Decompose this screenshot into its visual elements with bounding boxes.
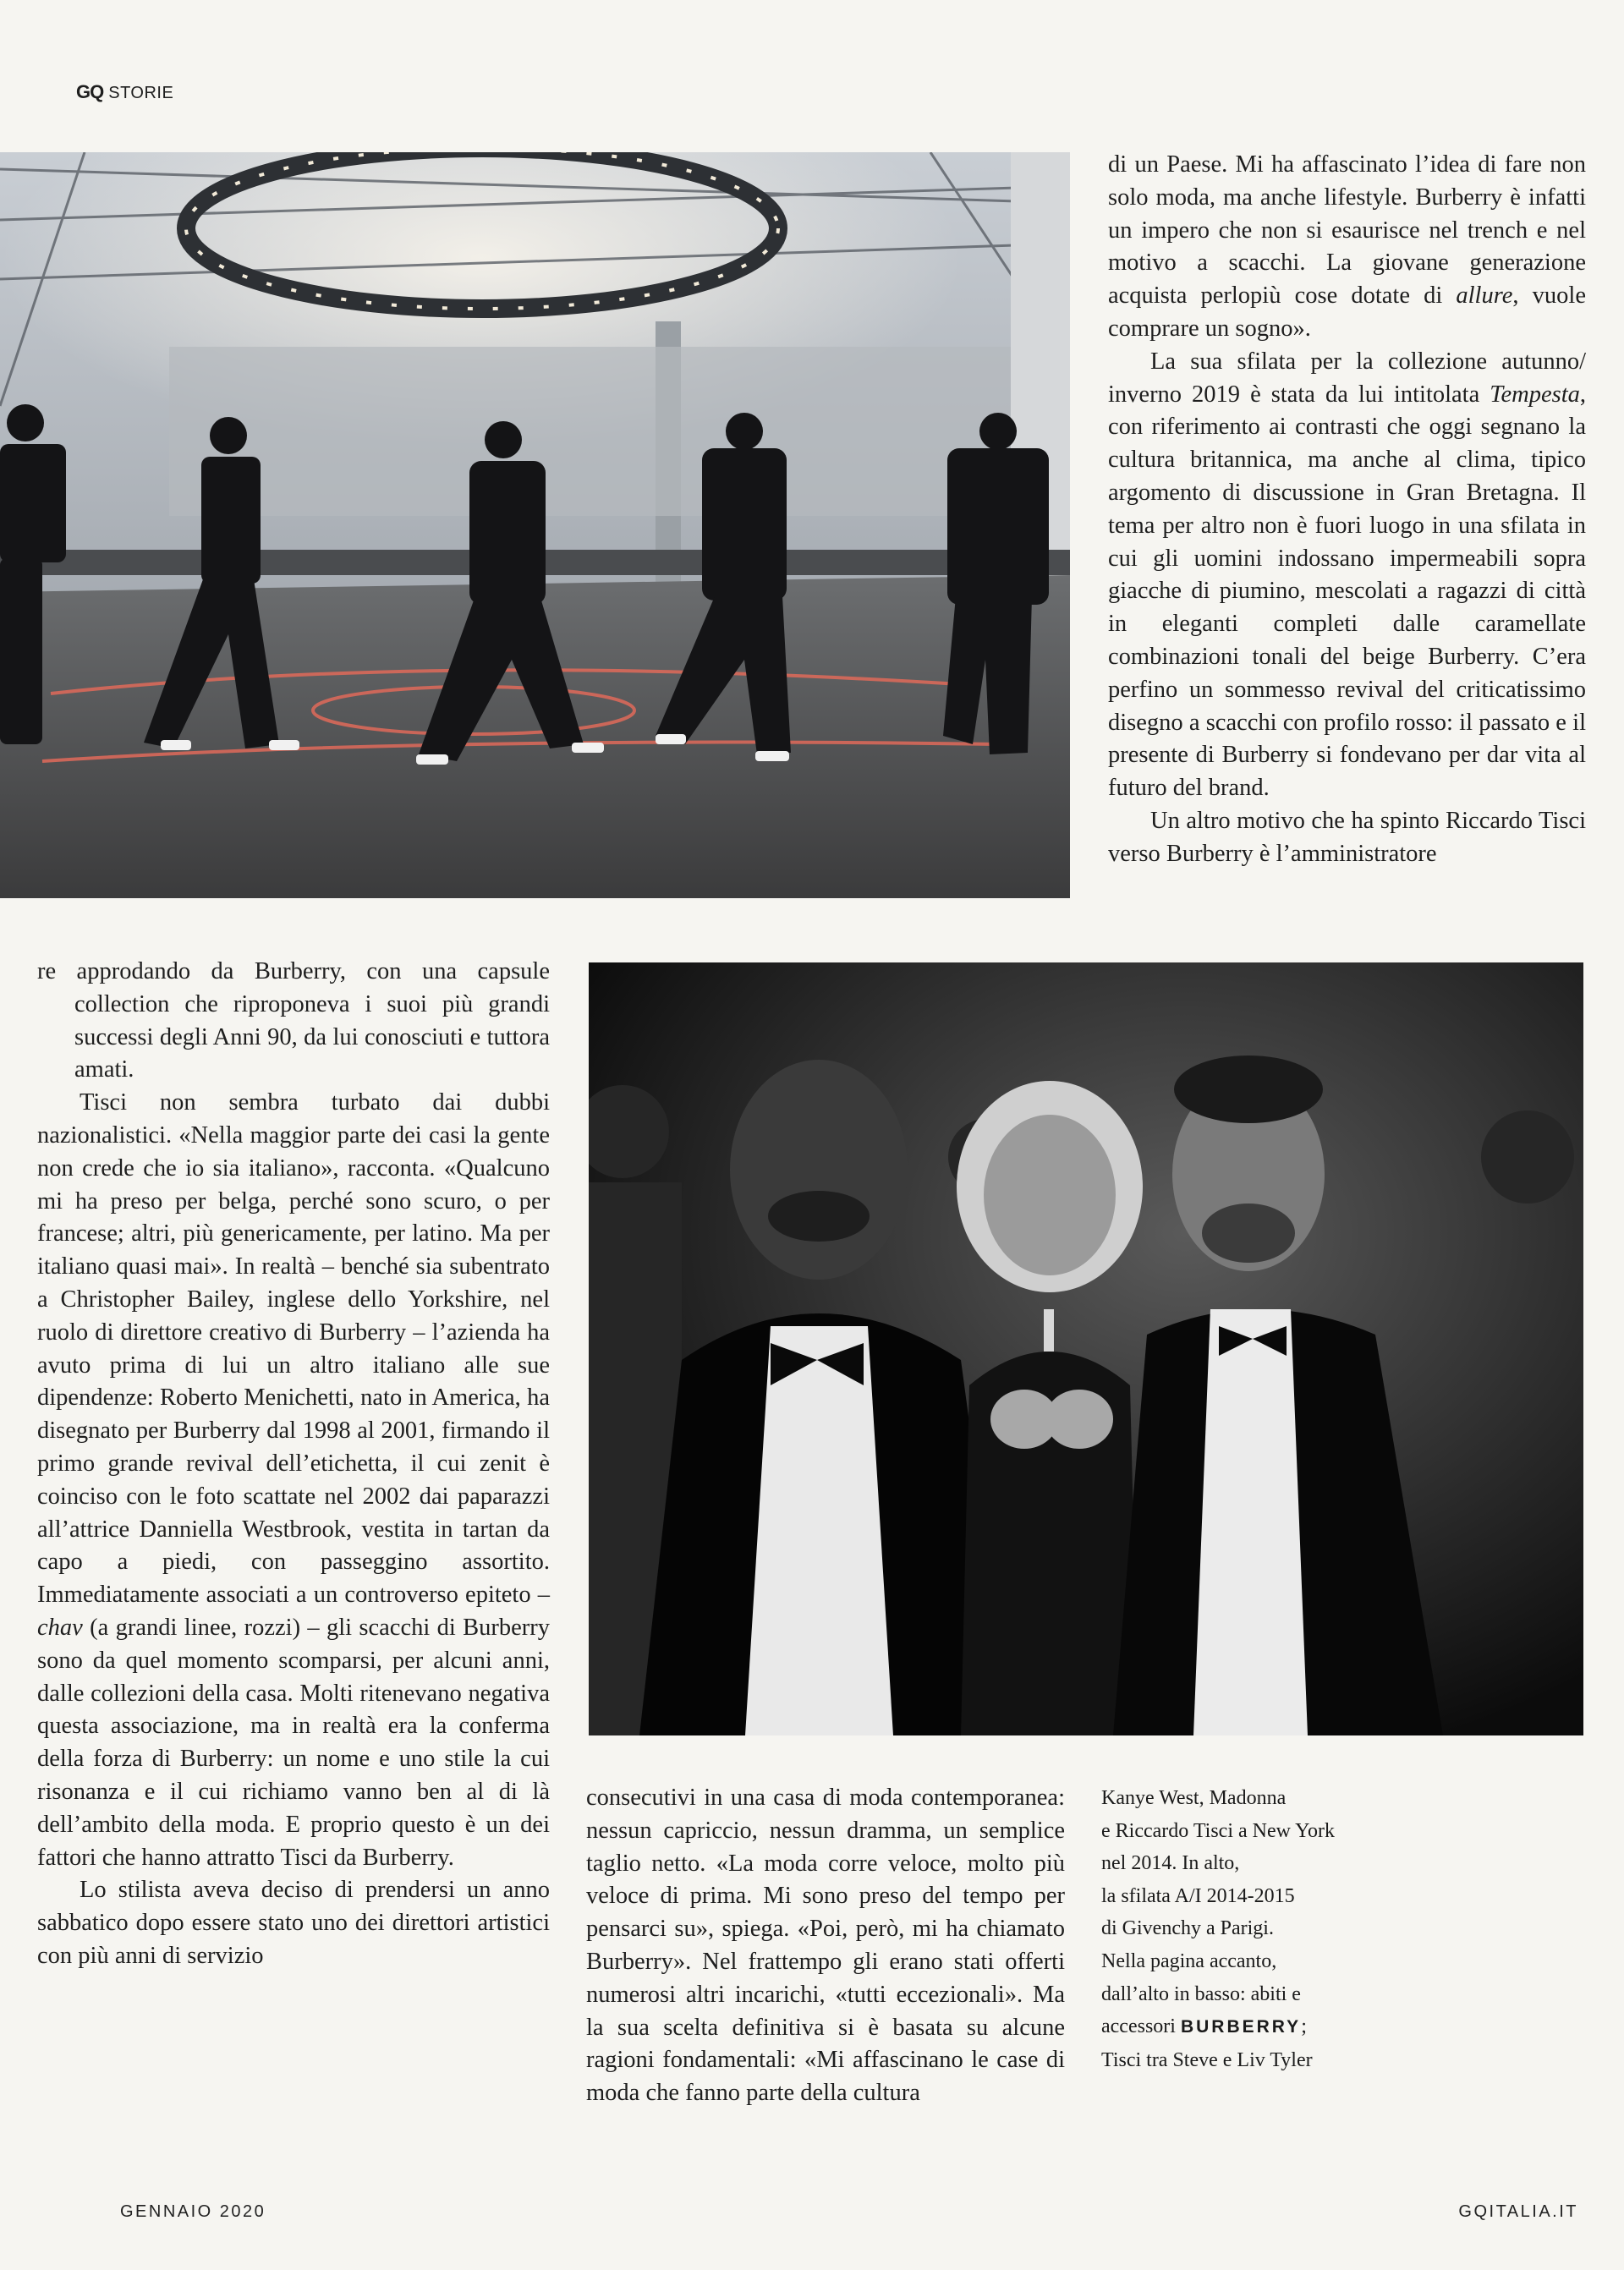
caption-line: Kanye West, Madonna	[1101, 1787, 1287, 1809]
section-label: STORIE	[108, 84, 174, 102]
magazine-header	[76, 81, 173, 103]
italic-word: allure	[1456, 282, 1513, 310]
article-column-right-top	[1108, 149, 1586, 871]
caption-line	[1101, 2010, 1406, 2044]
paragraph-text: re approdando da Burberry, con una capsule collection che riproponeva i suoi più grandi successi degli Anni 90, da lui conosciuti e tuttora amati.	[37, 958, 550, 1083]
paragraph-text: La sua sfilata per la collezione autunno/ inverno 2019 è stata da lui intitolata	[1108, 348, 1586, 408]
paragraph-text: Lo stilista aveva deciso di prendersi un anno sabbatico dopo essere stato uno dei direttori artistici con più anni di servizio	[37, 1877, 550, 1969]
caption-line: Tisci tra Steve e Liv Tyler	[1101, 2048, 1313, 2071]
paragraph-text: , con riferimento ai contrasti che oggi segnano la cultura britannica, ma anche al clima, tipico argomento di discussione in Gran Bretagna. Il tema per altro non è fuori luogo in una sfilata in cui gli uomini indossano impermeabili sopra giacche di piumino, mescolati a ragazzi di città in eleganti completi dalle caramellate combinazioni tonali del beige Burberry. C’era perfino un sommesso revival del criticatissimo disegno a scacchi con profilo rosso: il passato e il presente di Burberry si fondevano per dar vita al futuro del brand.	[1108, 381, 1586, 802]
person-middle	[957, 1081, 1143, 1735]
photo-caption	[1101, 1782, 1406, 2076]
website-url: GQITALIA.IT	[1458, 2202, 1578, 2221]
caption-text: accessori	[1101, 2015, 1181, 2038]
article-column-left	[37, 956, 550, 1973]
paragraph-text: di un Paese. Mi ha affascinato l’idea di fare non solo moda, ma anche lifestyle. Burberry è infatti un impero che non si esaurisce nel trench e nel motivo a scacchi. La giovane generazione acquista perlopiù cose dotate di	[1108, 151, 1586, 310]
issue-date: GENNAIO 2020	[120, 2202, 266, 2221]
caption-line: dall’alto in basso: abiti e	[1101, 1982, 1301, 2005]
paragraph-text: consecutivi in una casa di moda contemporanea: nessun capriccio, nessun dramma, un semplice taglio netto. «La moda corre veloce, molto più veloce di prima. Mi sono preso del tempo per pensarci su», spiega. «Poi, però, mi ha chiamato Burberry». Nel frattempo gli erano stati offerti numerosi altri incarichi, «tutti eccezionali». Ma la sua scelta definitiva si è basata su alcune ragioni fondamentali: «Mi affascinano le case di moda che fanno parte della cultura	[586, 1785, 1065, 2107]
paragraph-text: Tisci non sembra turbato dai dubbi nazionalistici. «Nella maggior parte dei casi la gente non crede che io sia italiano», racconta. «Qualcuno mi ha preso per belga, perché sono scuro, o per francese; altri, più genericamente, per latino. Ma per italiano quasi mai». In realtà – benché sia subentrato a Christopher Bailey, inglese dello Yorkshire, nel ruolo di direttore creativo di Burberry – l’azienda ha avuto prima di lui un altro italiano alle sue dipendenze: Roberto Menichetti, nato in America, ha disegnato per Burberry dal 1998 al 2001, firmando il primo grande revival dell’etichetta, il cui zenit è coinciso con le foto scattate nel 2002 dai paparazzi all’attrice Danniella Westbrook, vestita in tartan da capo a piedi, con passeggino assortito. Immediatamente associati a un controverso epiteto –	[37, 1089, 550, 1609]
runway-illustration	[0, 152, 1070, 898]
caption-line: Nella pagina accanto,	[1101, 1949, 1277, 1972]
runway-photo	[0, 152, 1070, 898]
article-column-middle	[586, 1782, 1065, 2110]
caption-line: di Givenchy a Parigi.	[1101, 1917, 1274, 1940]
caption-text: ;	[1301, 2015, 1307, 2038]
caption-line: e Riccardo Tisci a New York	[1101, 1819, 1335, 1842]
caption-line: nel 2014. In alto,	[1101, 1852, 1240, 1875]
italic-word: chav	[37, 1614, 83, 1641]
italic-word: Tempesta	[1490, 381, 1580, 408]
gq-logo: GQ	[76, 81, 104, 102]
caption-line: la sfilata A/I 2014-2015	[1101, 1884, 1295, 1907]
burberry-brand: BURBERRY	[1180, 2017, 1302, 2037]
paragraph-text: (a grandi linee, rozzi) – gli scacchi di Burberry sono da quel momento scomparsi, per alcuni anni, dalle collezioni della casa. Molti ritenevano negativa questa associazione, ma in realtà era la conferma della forza di Burberry: un nome e uno stile la cui risonanza e il cui richiamo vanno ben al di là dell’ambito della moda. E proprio questo è un dei fattori che hanno attratto Tisci da Burberry.	[37, 1614, 550, 1871]
celebrity-illustration	[589, 962, 1583, 1735]
paragraph-text: Un altro motivo che ha spinto Riccardo Tisci verso Burberry è l’amministratore	[1108, 807, 1586, 867]
celebrity-photo	[589, 962, 1583, 1735]
paragraph-text: , vuole comprare un sogno».	[1108, 282, 1586, 342]
